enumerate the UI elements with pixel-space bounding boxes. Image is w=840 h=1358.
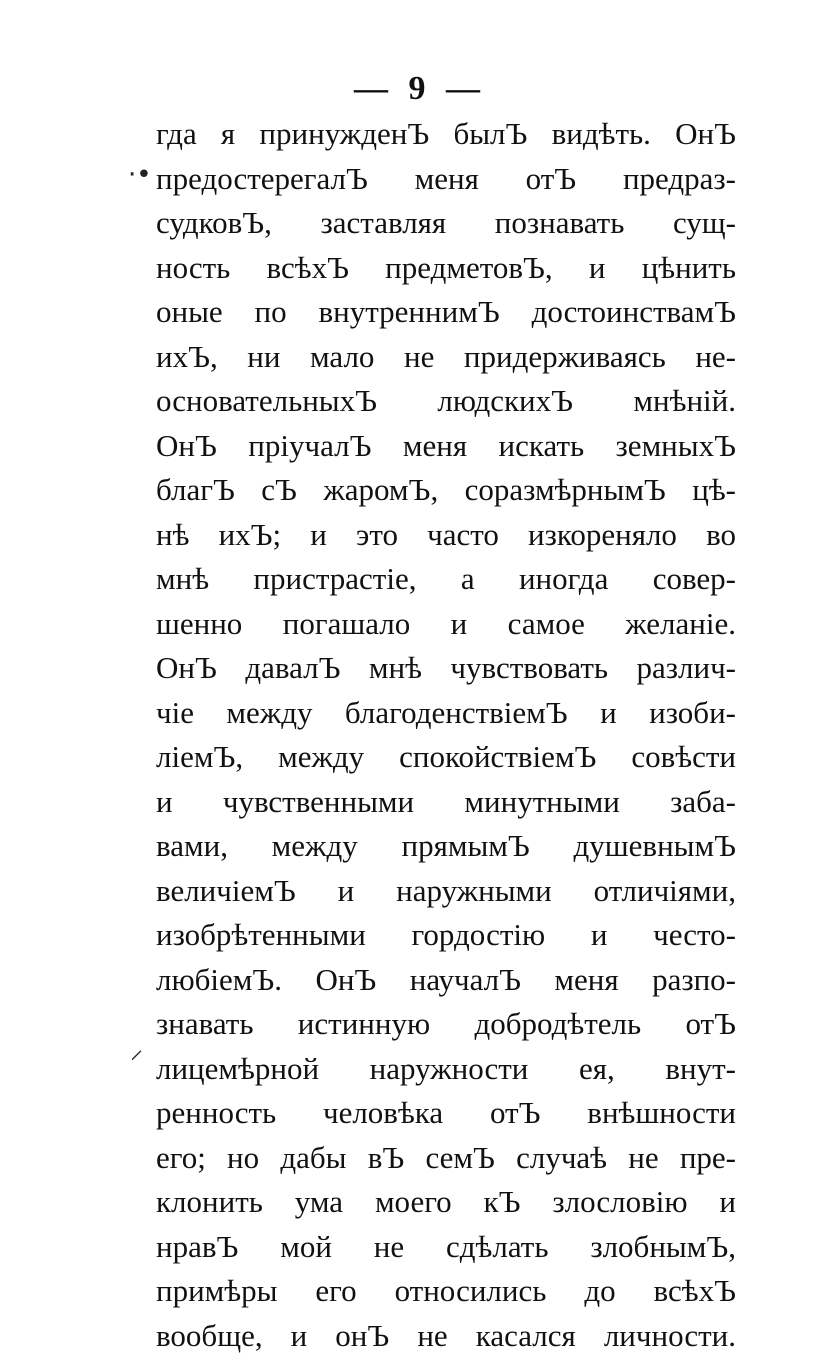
text-line: судковЪ, заставляя познавать сущ- (156, 201, 736, 246)
margin-mark: ·• (128, 160, 152, 190)
text-line: ОнЪ давалЪ мнѣ чувствовать различ- (156, 646, 736, 691)
body-text (156, 112, 736, 1358)
text-line: шенно погашало и самое желаніе. (156, 602, 736, 647)
text-line: ренность человѣка отЪ внѣшности (156, 1091, 736, 1136)
text-line: примѣры его относились до всѣхЪ (156, 1269, 736, 1314)
text-line: предостерегалЪ меня отЪ предраз- (156, 157, 736, 202)
text-line: гда я принужденЪ былЪ видѣть. ОнЪ (156, 112, 736, 157)
text-line: основательныхЪ людскихЪ мнѣній. (156, 379, 736, 424)
text-line: величіемЪ и наружными отличіями, (156, 869, 736, 914)
text-line: ихЪ, ни мало не придерживаясь не- (156, 335, 736, 380)
text-line: ность всѣхЪ предметовЪ, и цѣнить (156, 246, 736, 291)
text-line: нравЪ мой не сдѣлать злобнымЪ, (156, 1225, 736, 1270)
text-line: оные по внутреннимЪ достоинствамЪ (156, 290, 736, 335)
text-line: ОнЪ пріучалЪ меня искать земныхЪ (156, 424, 736, 469)
text-line: и чувственными минутными заба- (156, 780, 736, 825)
page-number: — 9 — (0, 70, 840, 108)
text-line: клонить ума моего кЪ злословію и (156, 1180, 736, 1225)
text-line: изобрѣтенными гордостію и често- (156, 913, 736, 958)
text-line: мнѣ пристрастіе, а иногда совер- (156, 557, 736, 602)
margin-mark: ⸝ (130, 1030, 143, 1066)
text-line: его; но дабы вЪ семЪ случаѣ не пре- (156, 1136, 736, 1181)
text-line: благЪ сЪ жаромЪ, соразмѣрнымЪ цѣ- (156, 468, 736, 513)
text-line: ліемЪ, между спокойствіемЪ совѣсти (156, 735, 736, 780)
text-line: вообще, и онЪ не касался личности. (156, 1314, 736, 1358)
text-line: любіемЪ. ОнЪ научалЪ меня разпо- (156, 958, 736, 1003)
text-line: чіе между благоденствіемЪ и изоби- (156, 691, 736, 736)
text-line: знавать истинную добродѣтель отЪ (156, 1002, 736, 1047)
text-line: лицемѣрной наружности ея, внут- (156, 1047, 736, 1092)
text-line: вами, между прямымЪ душевнымЪ (156, 824, 736, 869)
text-line: нѣ ихЪ; и это часто изкореняло во (156, 513, 736, 558)
